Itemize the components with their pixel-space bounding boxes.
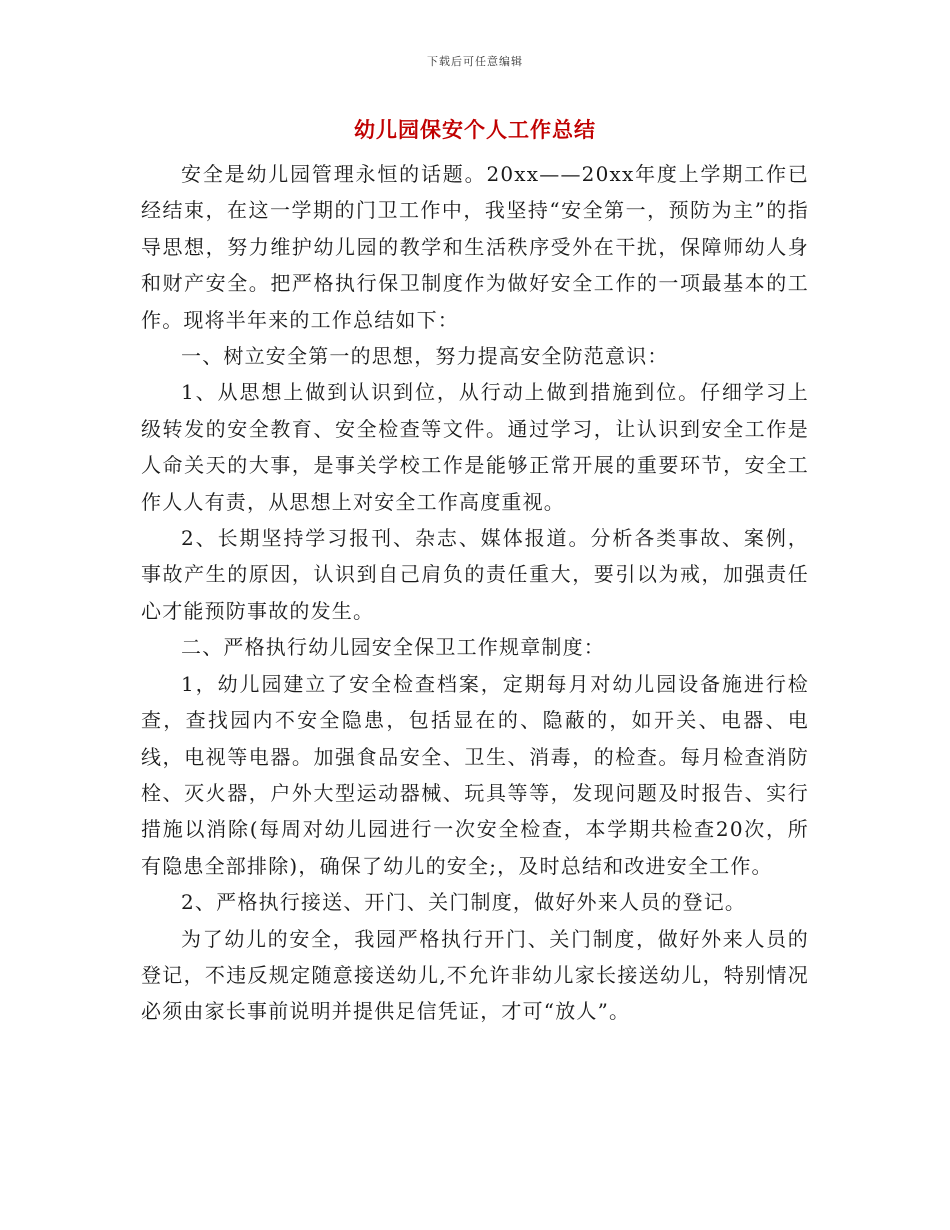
paragraph-2-2-detail: 为了幼儿的安全，我园严格执行开门、关门制度，做好外来人员的登记，不违反规定随意接送幼儿,不允许非幼儿家长接送幼儿，特别情况必须由家长事前说明并提供足信凭证，才可“放人”。 bbox=[141, 926, 809, 1024]
header-note: 下载后可任意编辑 bbox=[427, 55, 523, 68]
section-heading-1: 一、树立安全第一的思想，努力提高安全防范意识： bbox=[181, 344, 669, 369]
paragraph-2-1: 1，幼儿园建立了安全检查档案，定期每月对幼儿园设备施进行检查，查找园内不安全隐患，包括显在的、隐蔽的，如开关、电器、电线，电视等电器。加强食品安全、卫生、消毒，的检查。每月检查消防栓、灭火器，户外大型运动器械、玩具等等，发现问题及时报告、实行措施以消除(每周对幼儿园进行一次安全检查，本学期共检查20次，所有隐患全部排除)，确保了幼儿的安全;，及时总结和改进安全工作。 bbox=[141, 671, 809, 878]
paragraph-1-2: 2、长期坚持学习报刊、杂志、媒体报道。分析各类事故、案例，事故产生的原因，认识到自己肩负的责任重大，要引以为戒，加强责任心才能预防事故的发生。 bbox=[141, 526, 809, 623]
document-body bbox=[141, 156, 809, 1030]
document-title: 幼儿园保安个人工作总结 bbox=[354, 117, 596, 142]
paragraph-intro: 安全是幼儿园管理永恒的话题。20xx——20xx年度上学期工作已经结束，在这一学期的门卫工作中，我坚持“安全第一，预防为主”的指导思想，努力维护幼儿园的教学和生活秩序受外在干扰，保障师幼人身和财产安全。把严格执行保卫制度作为做好安全工作的一项最基本的工作。现将半年来的工作总结如下： bbox=[141, 162, 809, 332]
paragraph-1-1: 1、从思想上做到认识到位，从行动上做到措施到位。仔细学习上级转发的安全教育、安全检查等文件。通过学习，让认识到安全工作是人命关天的大事，是事关学校工作是能够正常开展的重要环节，安全工作人人有责，从思想上对安全工作高度重视。 bbox=[141, 380, 809, 514]
paragraph-2-2: 2、严格执行接送、开门、关门制度，做好外来人员的登记。 bbox=[181, 890, 747, 915]
section-heading-2: 二、严格执行幼儿园安全保卫工作规章制度： bbox=[181, 635, 605, 660]
